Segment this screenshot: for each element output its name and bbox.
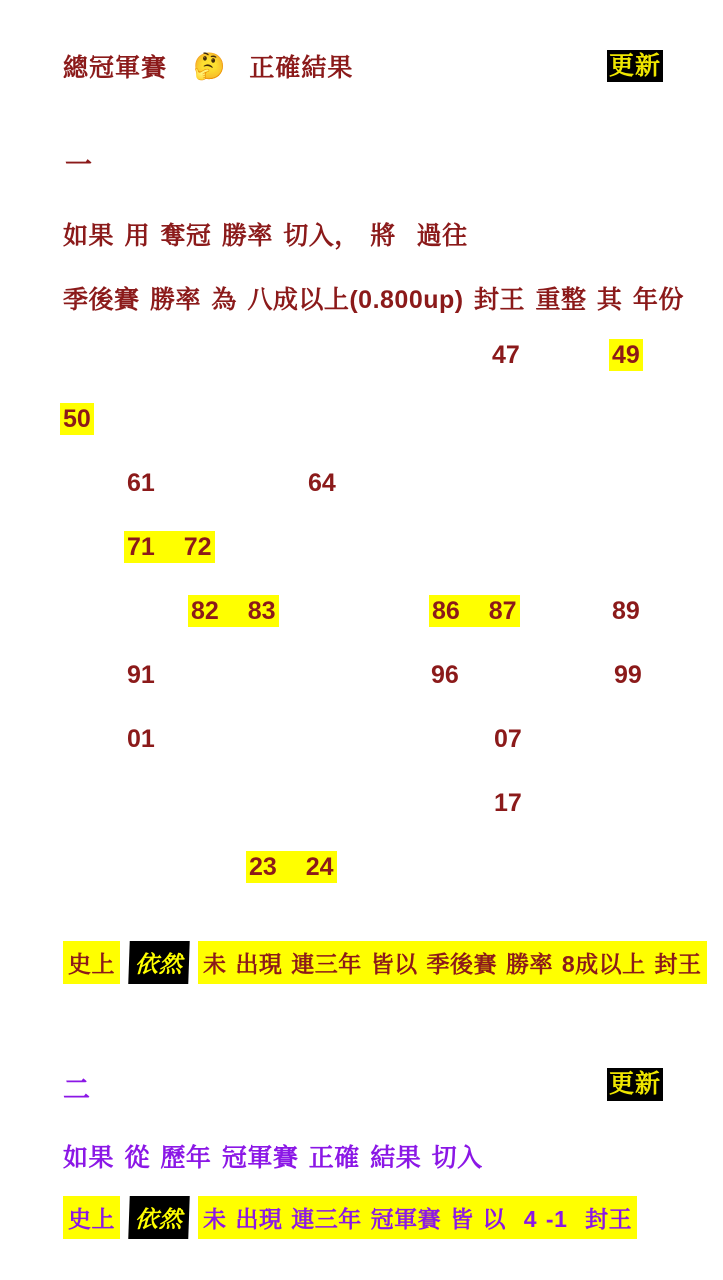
year-99: 99 — [614, 661, 642, 689]
page-title: 總冠軍賽 — [63, 54, 168, 82]
year-17: 17 — [494, 789, 522, 817]
year-50: 50 — [60, 403, 94, 435]
summary1-prefix: 史上 — [63, 941, 120, 984]
section-one-line2: 季後賽 勝率 為 八成以上(0.800up) 封王 重整 其 年份 — [63, 286, 684, 314]
section-two-summary — [63, 1196, 637, 1239]
summary2-prefix: 史上 — [63, 1196, 120, 1239]
update-link-top[interactable]: 更新 — [607, 50, 663, 83]
year-07: 07 — [494, 725, 522, 753]
year-89: 89 — [612, 597, 640, 625]
year-61: 61 — [127, 469, 155, 497]
header — [63, 48, 663, 84]
year-group-23-24: 23 24 — [246, 851, 337, 883]
year-01: 01 — [127, 725, 155, 753]
section-two-line1: 如果 從 歷年 冠軍賽 正確 結果 切入 — [63, 1144, 483, 1172]
year-group-86-87: 86 87 — [429, 595, 520, 627]
update-link-bottom[interactable]: 更新 — [607, 1068, 663, 1101]
thinking-face-emoji: 🤔 — [193, 50, 226, 81]
year-49: 49 — [609, 339, 643, 371]
summary2-emphasis: 依然 — [128, 1196, 190, 1239]
section-one-line1: 如果 用 奪冠 勝率 切入， 將 過往 — [63, 222, 468, 250]
section-one-heading: 一 — [65, 150, 92, 180]
year-64: 64 — [308, 469, 336, 497]
summary1-emphasis: 依然 — [128, 941, 190, 984]
summary2-rest: 未 出現 連三年 冠軍賽 皆 以 4 -1 封王 — [198, 1196, 637, 1239]
year-47: 47 — [492, 341, 520, 369]
page-subtitle: 正確結果 — [249, 54, 354, 82]
section-one-summary — [63, 941, 707, 984]
section-two-heading: 二 — [63, 1075, 90, 1105]
year-group-71-72: 71 72 — [124, 531, 215, 563]
year-91: 91 — [127, 661, 155, 689]
year-96: 96 — [431, 661, 459, 689]
year-group-82-83: 82 83 — [188, 595, 279, 627]
summary1-rest: 未 出現 連三年 皆以 季後賽 勝率 8成以上 封王 — [198, 941, 707, 984]
